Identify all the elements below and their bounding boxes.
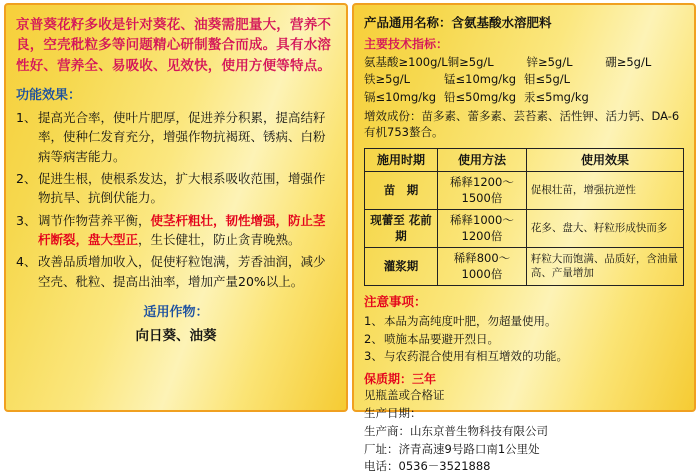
spec-cell: 锰≤10mg/kg xyxy=(444,72,517,87)
table-row xyxy=(365,210,684,248)
left-label-panel xyxy=(4,3,348,412)
manufacturer-info xyxy=(364,387,684,476)
headline-text: 京普葵花籽多收是针对葵花、油葵需肥量大，营养不良，空壳秕粒多等问题精心研制螯合而成。具有水溶性好、营养全、易吸收、见效快，使用方便等特点。 xyxy=(16,17,332,74)
list-item xyxy=(16,169,336,208)
spec-cell: 锌≥5g/L xyxy=(526,55,573,69)
phone-label: 电话： xyxy=(364,459,399,474)
cell-period: 现蕾至 花前期 xyxy=(365,210,438,248)
list-item-text: 与农药混合使用有相互增效的功能。 xyxy=(384,348,568,363)
shelf-life: 保质期：三年 xyxy=(364,372,437,387)
spec-cell: 铁≥5g/L xyxy=(364,72,411,87)
table-header-row xyxy=(365,149,684,172)
cell-method: 稀释800～1000倍 xyxy=(438,248,527,286)
effects-list xyxy=(16,108,336,291)
product-name: 产品通用名称：含氨基酸水溶肥料 xyxy=(364,15,552,30)
list-item-text: 本品为高纯度叶肥，勿超量使用。 xyxy=(384,314,557,329)
address-label: 厂址： xyxy=(364,441,399,456)
list-item-number: 3、 xyxy=(364,348,383,363)
list-item xyxy=(16,252,336,291)
table-row xyxy=(364,71,684,88)
list-item-text: 喷施本品要避开烈日。 xyxy=(384,331,499,346)
effects-title: 功能效果： xyxy=(16,87,82,103)
list-item-text: 改善品质增加收入，促使籽粒饱满，芳香油润，减少空壳、秕粒、提高出油率，增加产量20%以上。 xyxy=(38,254,326,289)
spec-cell xyxy=(604,89,684,106)
spec-cell: 汞≤5mg/kg xyxy=(524,89,589,104)
table-row xyxy=(364,54,684,71)
list-item xyxy=(364,331,684,348)
attention-list xyxy=(364,313,684,365)
list-item xyxy=(364,348,684,365)
list-item-number: 2、 xyxy=(16,170,37,186)
table-row xyxy=(365,248,684,286)
cell-effect: 促根壮苗，增强抗逆性 xyxy=(526,172,683,210)
manufacturer-value: 山东京普生物科技有限公司 xyxy=(410,423,548,438)
column-header-period: 施用时期 xyxy=(365,149,438,172)
column-header-effect: 使用效果 xyxy=(526,149,683,172)
spec-cell xyxy=(604,71,684,88)
column-header-method: 使用方法 xyxy=(438,149,527,172)
spec-table xyxy=(364,54,684,106)
manufacturer-row xyxy=(364,423,684,441)
crops-title: 适用作物： xyxy=(143,305,209,321)
highlight-text: 使茎杆粗壮，韧性增强，防止茎杆断裂，盘大型正 xyxy=(38,212,326,247)
spec-cell: 钼≤5g/L xyxy=(524,72,571,87)
cell-effect: 花多、盘大、籽粒形成快而多 xyxy=(526,210,683,248)
phone-value: 0536－3521888 xyxy=(398,459,491,474)
address-row xyxy=(364,441,684,459)
cell-method: 稀释1000～1200倍 xyxy=(438,210,527,248)
cell-period: 灌浆期 xyxy=(365,248,438,286)
list-item xyxy=(16,108,336,166)
spec-cell: 氨基酸≥100g/L xyxy=(364,55,448,69)
spec-title: 主要技术指标： xyxy=(364,37,449,51)
list-item-number: 1、 xyxy=(16,109,37,125)
right-label-panel xyxy=(352,3,696,474)
phone-row xyxy=(364,458,684,476)
crops-value: 向日葵、油葵 xyxy=(135,328,217,345)
list-item xyxy=(364,313,684,330)
list-item-text: 促进生根，使根系发达，扩大根系吸收范围，增强作物抗旱、抗倒伏能力。 xyxy=(38,170,326,206)
list-item-text: 调节作物营养平衡，使茎杆粗壮，韧性增强，防止茎杆断裂，盘大型正，生长健壮，防止贪青晚熟。 xyxy=(38,212,326,247)
list-item-text: 提高光合率，使叶片肥厚，促进养分积累，提高结籽率，使种仁发育充分，增强作物抗褐斑、锈病、白粉病等病害能力。 xyxy=(38,109,326,164)
address-value: 济青高速9号路口南1公里处 xyxy=(398,441,540,456)
table-row xyxy=(365,172,684,210)
spec-cell: 铜≥5g/L xyxy=(447,55,494,69)
extra-ingredients-note: 增效成份：苗多素、蕾多素、芸苔素、活性钾、活力钙、DA-6有机753螯合。 xyxy=(364,108,680,140)
production-date: 生产日期： xyxy=(364,405,422,420)
list-item-number: 4、 xyxy=(16,254,37,270)
list-item-number: 1、 xyxy=(364,314,383,329)
cell-effect: 籽粒大而饱满、品质好，含油量高、产量增加 xyxy=(526,248,683,286)
list-item-number: 3、 xyxy=(16,212,37,228)
cell-period: 苗 期 xyxy=(365,172,438,210)
batch-note: 见瓶盖或合格证 xyxy=(364,388,445,403)
spec-cell: 镉≤10mg/kg xyxy=(364,89,437,104)
cell-method: 稀释1200～1500倍 xyxy=(438,172,527,210)
table-row xyxy=(364,89,684,106)
usage-table xyxy=(364,148,684,286)
spec-cell: 铅≤50mg/kg xyxy=(444,89,517,104)
attention-title: 注意事项： xyxy=(364,294,427,310)
list-item xyxy=(16,211,336,250)
list-item-number: 2、 xyxy=(364,331,383,346)
spec-cell: 硼≥5g/L xyxy=(605,55,652,69)
manufacturer-label: 生产商： xyxy=(364,423,410,438)
